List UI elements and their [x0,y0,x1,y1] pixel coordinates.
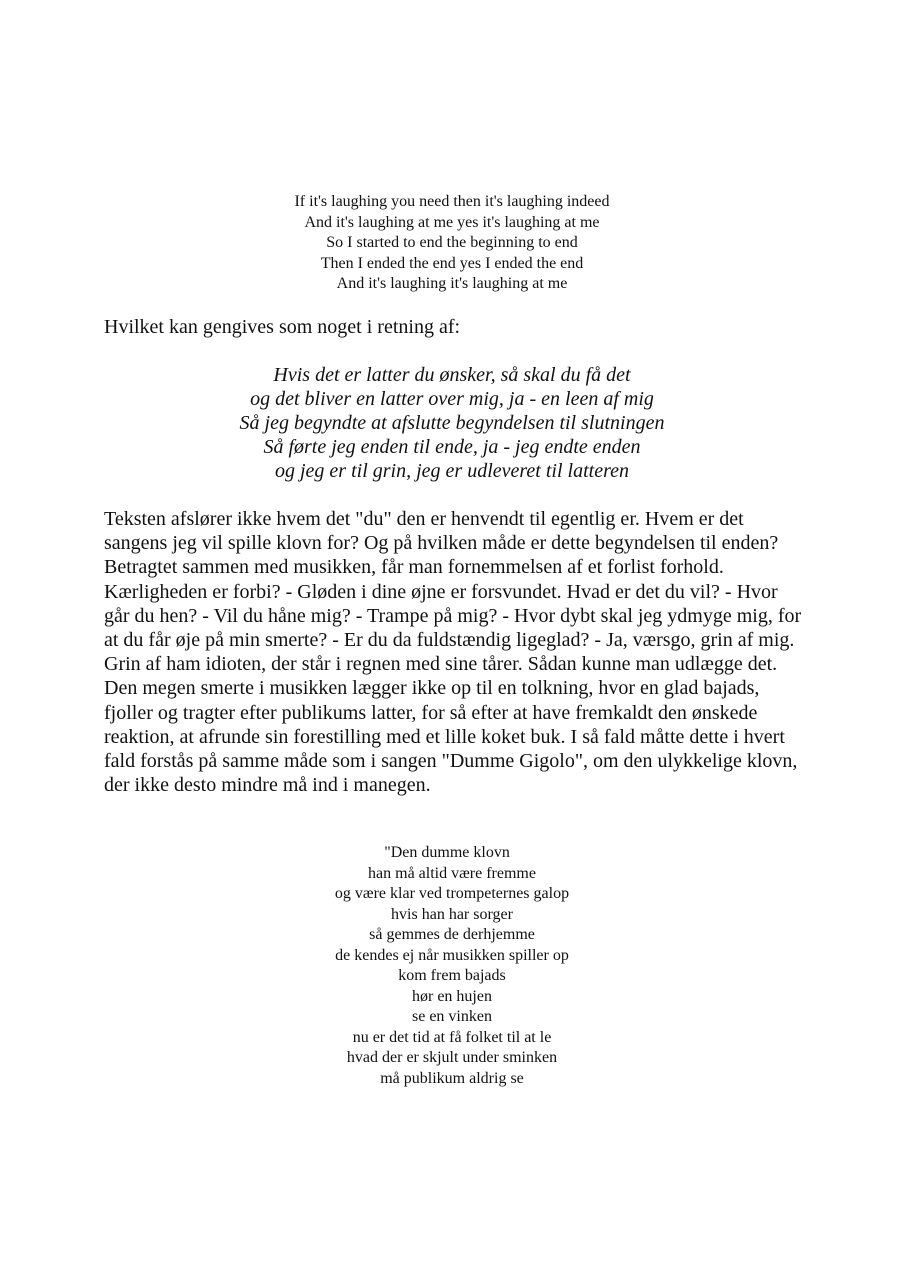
clown-line: han må altid være fremme [368,864,536,882]
clown-line: må publikum aldrig se [380,1069,524,1087]
body-paragraph: Teksten afslører ikke hvem det "du" den er henvendt til egentlig er. Hvem er det sangens jeg vil spille klovn for? Og på hvilken måde er dette begyndelsen til enden? Betragtet sammen med musikken, får man fornemmelsen af et forlist forhold. Kærligheden er forbi? - Gløden i dine øjne er forsvundet. Hvad er det du vil? - Hvor går du hen? - Vil du håne mig? - Trampe på mig? - Hvor dybt skal jeg ydmyge mig, for at du får øje på min smerte? - Er du da fuldstændig ligeglad? - Ja, værsgo, grin af mig. Grin af ham idioten, der står i regnen med sine tårer. Sådan kunne man udlægge det. Den megen smerte i musikken lægger ikke op til en tolkning, hvor en glad bajads, fjoller og tragter efter publikums latter, for så efter at have fremkaldt den ønskede reaktion, at afrunde sin forestilling med et lille koket buk. I så fald måtte dette i hvert fald forstås på samme måde som i sangen "Dumme Gigolo", om den ulykkelige klovn, der ikke desto mindre må ind i manegen. [104,508,802,797]
lyric-line: So I started to end the beginning to end [326,234,578,251]
clown-line: kom frem bajads [398,967,506,984]
clown-line: så gemmes de derhjemme [369,926,535,943]
translation-line: Så jeg begyndte at afslutte begyndelsen til slutningen [239,412,665,434]
clown-line: og være klar ved trompeternes galop [334,885,570,902]
clown-line: hvis han har sorger [391,905,513,923]
translation-line: og det bliver en latter over mig, ja - en leen af mig [250,388,654,410]
clown-line: de kendes ej når musikken spiller op [335,946,569,964]
clown-line: nu er det tid at få folket til at le [352,1028,552,1046]
clown-lyrics [0,843,904,1089]
translation-line: Så førte jeg enden til ende, ja - jeg endte enden [263,436,641,458]
translation-line: Hvis det er latter du ønsker, så skal du få det [273,364,631,386]
danish-translation [0,363,904,483]
lyric-line: Then I ended the end yes I ended the end [320,254,584,272]
lyric-line: And it's laughing at me yes it's laughing at me [304,213,600,231]
lyric-line: If it's laughing you need then it's laughing indeed [294,193,610,210]
translation-line: og jeg er til grin, jeg er udleveret til latteren [275,460,629,482]
clown-line: "Den dumme klovn [384,844,510,861]
clown-line: hør en hujen [412,987,492,1005]
lyric-line: And it's laughing it's laughing at me [336,275,568,292]
english-lyrics [0,192,904,295]
clown-line: hvad der er skjult under sminken [346,1049,558,1066]
clown-line: se en vinken [412,1008,492,1025]
intro-sentence: Hvilket kan gengives som noget i retning af: [104,316,461,338]
